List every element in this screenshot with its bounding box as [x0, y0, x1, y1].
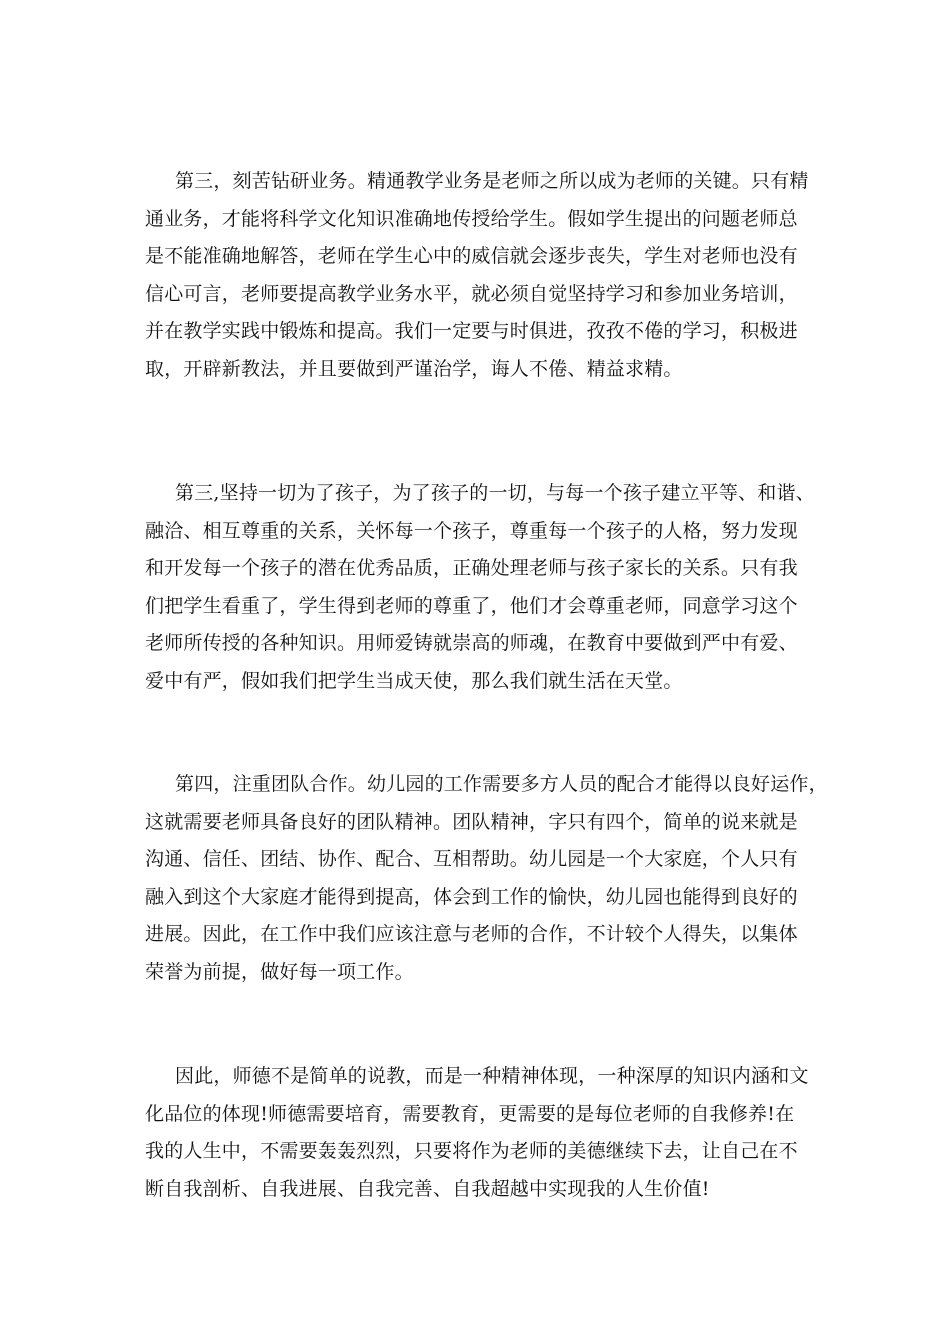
paragraph-line: 进展。因此，在工作中我们应该注意与老师的合作，不计较个人得失，以集体 — [145, 923, 798, 945]
paragraph-line: 爱中有严，假如我们把学生当成天使，那么我们就生活在天堂。 — [145, 669, 683, 692]
paragraph-line: 是不能准确地解答，老师在学生心中的威信就会逐步丧失，学生对老师也没有 — [145, 245, 798, 267]
paragraph-research — [145, 163, 835, 388]
paragraph-line: 并在教学实践中锻炼和提高。我们一定要与时俱进，孜孜不倦的学习，积极进 — [145, 320, 798, 342]
paragraph-conclusion — [145, 1058, 835, 1208]
paragraph-line: 融入到这个大家庭才能得到提高，体会到工作的愉快，幼儿园也能得到良好的 — [145, 885, 798, 908]
paragraph-line: 融洽、相互尊重的关系，关怀每一个孩子，尊重每一个孩子的人格，努力发现 — [145, 519, 798, 542]
paragraph-line: 和开发每一个孩子的潜在优秀品质，正确处理老师与孩子家长的关系。只有我 — [145, 557, 798, 579]
paragraph-line: 第四，注重团队合作。幼儿园的工作需要多方人员的配合才能得以良好运作， — [175, 773, 828, 795]
paragraph-line: 因此，师德不是简单的说教，而是一种精神体现，一种深厚的知识内涵和文 — [175, 1065, 809, 1087]
paragraph-line: 取，开辟新教法，并且要做到严谨治学，诲人不倦、精益求精。 — [145, 357, 683, 380]
paragraph-line: 通业务，才能将科学文化知识准确地传授给学生。假如学生提出的问题老师总 — [145, 207, 798, 230]
paragraph-line: 这就需要老师具备良好的团队精神。团队精神，字只有四个，简单的说来就是 — [145, 810, 798, 833]
paragraph-line: 信心可言，老师要提高教学业务水平，就必须自觉坚持学习和参加业务培训， — [145, 282, 798, 305]
paragraph-line: 们把学生看重了，学生得到老师的尊重了，他们才会尊重老师，同意学习这个 — [145, 594, 798, 617]
paragraph-line: 第三,坚持一切为了孩子，为了孩子的一切，与每一个孩子建立平等、和谐、 — [175, 482, 815, 504]
paragraph-line: 荣誉为前提，做好每一项工作。 — [145, 960, 414, 983]
paragraph-children — [145, 475, 835, 700]
paragraph-line: 老师所传授的各种知识。用师爱铸就崇高的师魂，在教育中要做到严中有爱、 — [145, 632, 798, 654]
paragraph-teamwork — [145, 766, 835, 991]
paragraph-line: 化品位的体现!师德需要培育，需要教育，更需要的是每位老师的自我修养!在 — [145, 1102, 795, 1125]
paragraph-line: 断自我剖析、自我进展、自我完善、自我超越中实现我的人生价值! — [145, 1177, 710, 1200]
paragraph-line: 沟通、信任、团结、协作、配合、互相帮助。幼儿园是一个大家庭，个人只有 — [145, 848, 798, 870]
paragraph-line: 我的人生中，不需要轰轰烈烈，只要将作为老师的美德继续下去，让自己在不 — [145, 1140, 798, 1162]
paragraph-line: 第三，刻苦钻研业务。精通教学业务是老师之所以成为老师的关键。只有精 — [175, 170, 809, 192]
